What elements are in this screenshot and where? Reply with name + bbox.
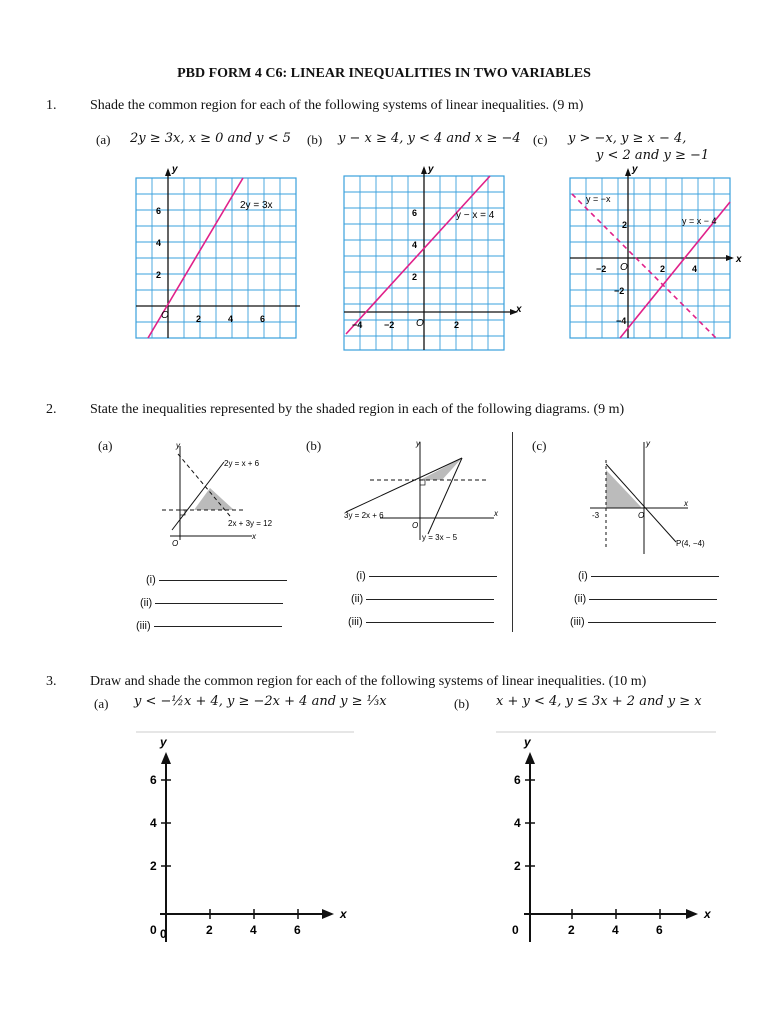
q1b-graph	[340, 162, 528, 352]
q2b-answer-i-line[interactable]	[369, 575, 497, 577]
q2c-answer-ii: (ii)	[574, 593, 717, 605]
svg-text:2: 2	[454, 320, 460, 330]
q2b-answer-ii-line[interactable]	[366, 598, 494, 600]
question-3-text: Draw and shade the common region for each of the following systems of linear inequalities. (10 m)	[90, 674, 647, 689]
svg-text:2: 2	[514, 859, 521, 873]
svg-text:2: 2	[622, 220, 628, 230]
q1c-graph	[566, 162, 746, 342]
svg-text:4: 4	[150, 816, 157, 830]
svg-text:−2: −2	[596, 264, 607, 274]
svg-text:6: 6	[156, 206, 162, 216]
q3a-expression: y < −½x + 4, y ≥ −2x + 4 and y ≥ ⅓x	[134, 694, 387, 709]
svg-text:2: 2	[206, 923, 213, 937]
q3a-x-label: x	[340, 907, 347, 921]
q2a-origin: O	[172, 539, 179, 548]
q2c-x-label: x	[684, 499, 688, 508]
q1c-origin: O	[620, 262, 628, 273]
q1a-graph	[128, 162, 310, 348]
svg-text:2: 2	[412, 272, 418, 282]
svg-text:−4: −4	[352, 320, 363, 330]
q1a-line-label: 2y = 3x	[240, 200, 273, 211]
q1b-line-label: y − x = 4	[456, 210, 495, 221]
q2c-answer-iii: (iii)	[570, 616, 716, 628]
q3b-origin: 0	[512, 923, 519, 937]
q3b-x-label: x	[704, 907, 711, 921]
q3a-origin-2: 0	[160, 927, 167, 941]
q1c-expression-2: y < 2 and y ≥ −1	[596, 148, 710, 163]
q1c-y-label: y	[632, 164, 638, 175]
question-2-number: 2.	[46, 402, 57, 417]
q2c-answer-iii-line[interactable]	[588, 621, 716, 623]
q2a-line1-label: 2y = x + 6	[224, 459, 260, 468]
q2a-y-label: y	[176, 441, 180, 450]
svg-text:6: 6	[294, 923, 301, 937]
q1b-expression: y − x ≥ 4, y < 4 and x ≥ −4	[338, 131, 521, 146]
question-2-text: State the inequalities represented by the shaded region in each of the following diagrams. (9 m)	[90, 402, 625, 417]
svg-text:−2: −2	[614, 286, 625, 296]
q2c-label: (c)	[532, 438, 547, 453]
q2b-line-1	[346, 458, 462, 512]
q3a-label: (a)	[94, 696, 109, 711]
q3b-y-label: y	[524, 735, 531, 749]
q1a-label: (a)	[96, 132, 111, 147]
q1b-line	[346, 176, 490, 334]
q2b-y-label: y	[416, 439, 420, 448]
q1b-y-label: y	[428, 164, 434, 175]
q1c-line2-label: y = x − 4	[682, 216, 717, 226]
q1a-expression: 2y ≥ 3x, x ≥ 0 and y < 5	[130, 131, 291, 146]
q2b-line1-label: 3y = 2x + 6	[344, 511, 384, 520]
q1c-x-label: x	[736, 254, 742, 265]
svg-text:2: 2	[568, 923, 575, 937]
q2a-answer-i: (i)	[146, 574, 287, 586]
q1a-y-label: y	[172, 164, 178, 175]
svg-text:2: 2	[150, 859, 157, 873]
svg-text:6: 6	[412, 208, 418, 218]
q2c-diagram	[584, 438, 724, 554]
svg-text:6: 6	[656, 923, 663, 937]
q2a-answer-ii-line[interactable]	[155, 602, 283, 604]
svg-text:4: 4	[692, 264, 698, 274]
q2c-origin: O	[638, 511, 645, 520]
q2c-answer-ii-line[interactable]	[589, 598, 717, 600]
svg-text:4: 4	[412, 240, 418, 250]
q1b-origin: O	[416, 318, 424, 329]
q2-column-divider	[512, 432, 513, 632]
q2a-shaded-region	[194, 488, 234, 510]
q2a-line2-label: 2x + 3y = 12	[228, 519, 273, 528]
q2a-answer-ii: (ii)	[140, 597, 283, 609]
q3b-label: (b)	[454, 696, 470, 711]
svg-text:6: 6	[260, 314, 266, 324]
q3b-expression: x + y < 4, y ≤ 3x + 2 and y ≥ x	[496, 694, 702, 709]
q1b-x-label: x	[516, 304, 522, 315]
svg-text:2: 2	[196, 314, 202, 324]
q2b-answer-iii: (iii)	[348, 616, 494, 628]
q1c-label: (c)	[533, 132, 548, 147]
q2b-label: (b)	[306, 438, 322, 453]
question-3-number: 3.	[46, 674, 57, 689]
svg-text:2: 2	[660, 264, 666, 274]
svg-text:6: 6	[150, 773, 157, 787]
q2a-x-label: x	[252, 532, 256, 541]
q2b-answer-i: (i)	[356, 570, 497, 582]
q2b-origin: O	[412, 521, 419, 530]
page-title: PBD FORM 4 C6: LINEAR INEQUALITIES IN TWO VARIABLES	[177, 66, 591, 81]
q2b-answer-iii-line[interactable]	[366, 621, 494, 623]
question-1-number: 1.	[46, 98, 57, 113]
svg-text:2: 2	[156, 270, 162, 280]
svg-text:6: 6	[514, 773, 521, 787]
q1c-expression-1: y > −x, y ≥ x − 4,	[568, 131, 687, 146]
q2c-shaded-region	[606, 470, 642, 508]
q1b-label: (b)	[307, 132, 323, 147]
svg-text:4: 4	[156, 238, 162, 248]
q3b-axes[interactable]	[494, 728, 734, 948]
q3a-y-label: y	[160, 735, 167, 749]
q2c-tick-label: -3	[592, 511, 600, 520]
q3a-axes[interactable]	[130, 728, 370, 948]
q2a-label: (a)	[98, 438, 113, 453]
svg-text:4: 4	[612, 923, 619, 937]
q2c-point-label: P(4, −4)	[676, 539, 705, 548]
q1c-line1-label: y = −x	[586, 194, 611, 204]
q3a-origin: 0	[150, 923, 157, 937]
svg-text:4: 4	[250, 923, 257, 937]
question-1-text: Shade the common region for each of the following systems of linear inequalities. (9 m)	[90, 98, 584, 113]
q2c-y-label: y	[646, 439, 650, 448]
q1a-origin: O	[161, 310, 169, 321]
q2b-x-label: x	[494, 509, 498, 518]
svg-text:−2: −2	[384, 320, 395, 330]
q2c-answer-i: (i)	[578, 570, 719, 582]
q2b-diagram	[340, 438, 510, 548]
svg-text:4: 4	[514, 816, 521, 830]
q2a-answer-i-line[interactable]	[159, 579, 287, 581]
svg-text:4: 4	[228, 314, 234, 324]
q2c-answer-i-line[interactable]	[591, 575, 719, 577]
q2a-diagram	[152, 440, 292, 550]
q2b-line2-label: y = 3x − 5	[422, 533, 458, 542]
q2a-answer-iii: (iii)	[136, 620, 282, 632]
svg-text:−4: −4	[616, 316, 627, 326]
q2a-answer-iii-line[interactable]	[154, 625, 282, 627]
q2b-answer-ii: (ii)	[351, 593, 494, 605]
